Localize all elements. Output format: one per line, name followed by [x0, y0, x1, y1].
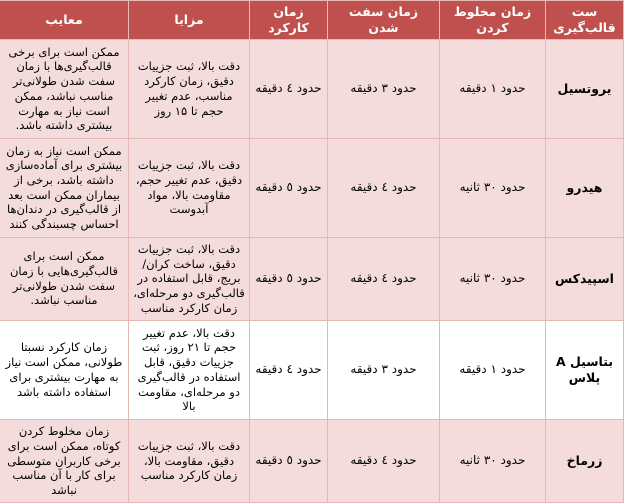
table-row	[0, 419, 624, 502]
cell-mixing-time: حدود ۳۰ ثانیه	[440, 138, 546, 237]
column-header-set-name: ست قالب‌گیری	[546, 1, 624, 40]
cell-mixing-time: حدود ۱ دقیقه	[440, 320, 546, 419]
table-row	[0, 40, 624, 139]
cell-working-time: حدود ٥ دقیقه	[250, 419, 328, 502]
cell-set-name: زرماخ	[546, 419, 624, 502]
table-row	[0, 237, 624, 320]
cell-set-name: اسپیدکس	[546, 237, 624, 320]
header-row	[0, 1, 624, 40]
cell-working-time: حدود ٤ دقیقه	[250, 40, 328, 139]
table-header	[0, 1, 624, 40]
table-row	[0, 138, 624, 237]
column-header-mixing-time: زمان مخلوط کردن	[440, 1, 546, 40]
cell-disadvantages: ممکن است نیاز به زمان بیشتری برای آماده‌سازی داشته باشد، برخی از بیماران ممکن است بعد از قالب‌گیری در دندان‌ها احساس چسبندگی کنند	[0, 138, 129, 237]
cell-setting-time: حدود ٤ دقیقه	[328, 138, 440, 237]
cell-mixing-time: حدود ۱ دقیقه	[440, 40, 546, 139]
column-header-disadvantages: معایب	[0, 1, 129, 40]
cell-disadvantages: ممکن است برای قالب‌گیری‌هایی با زمان سفت شدن طولانی‌تر مناسب نباشد.	[0, 237, 129, 320]
cell-working-time: حدود ٤ دقیقه	[250, 320, 328, 419]
cell-working-time: حدود ٥ دقیقه	[250, 237, 328, 320]
cell-set-name: هیدرو	[546, 138, 624, 237]
table-row	[0, 320, 624, 419]
cell-disadvantages: زمان کارکرد نسبتا طولانی، ممکن است نیاز به مهارت بیشتری برای استفاده داشته باشد	[0, 320, 129, 419]
cell-disadvantages: ممکن است برای برخی قالب‌گیری‌ها با زمان سفت شدن طولانی‌تر مناسب نباشد، ممکن است نیاز به مهارت بیشتری داشته باشد.	[0, 40, 129, 139]
cell-advantages: دقت بالا، عدم تغییر حجم تا ۲۱ روز، ثبت جزییات دقیق، قابل استفاده در قالب‌گیری دو مرحله‌ای، مقاومت بالا	[129, 320, 250, 419]
cell-setting-time: حدود ٤ دقیقه	[328, 419, 440, 502]
cell-mixing-time: حدود ۳۰ ثانیه	[440, 419, 546, 502]
cell-mixing-time: حدود ۳۰ ثانیه	[440, 237, 546, 320]
cell-advantages: دقت بالا، ثبت جزییات دقیق، زمان کارکرد مناسب، عدم تغییر حجم تا ۱۵ روز	[129, 40, 250, 139]
cell-set-name: یروتسیل	[546, 40, 624, 139]
cell-disadvantages: زمان مخلوط کردن کوتاه، ممکن است برای برخی کاربران متوسطی برای کار با آن مناسب نباشد	[0, 419, 129, 502]
table-body	[0, 40, 624, 503]
column-header-working-time: زمان کارکرد	[250, 1, 328, 40]
column-header-advantages: مزایا	[129, 1, 250, 40]
cell-working-time: حدود ٥ دقیقه	[250, 138, 328, 237]
cell-set-name: بتاسیل A پلاس	[546, 320, 624, 419]
cell-advantages: دقت بالا، ثبت جزییات دقیق، ساخت کران/بریج، قابل استفاده در قالب‌گیری دو مرحله‌ای، زمان کارکرد مناسب	[129, 237, 250, 320]
cell-setting-time: حدود ۳ دقیقه	[328, 320, 440, 419]
column-header-setting-time: زمان سفت شدن	[328, 1, 440, 40]
cell-setting-time: حدود ٤ دقیقه	[328, 237, 440, 320]
cell-advantages: دقت بالا، ثبت جزییات دقیق، مقاومت بالا، زمان کارکرد مناسب	[129, 419, 250, 502]
cell-advantages: دقت بالا، ثبت جزییات دقیق، عدم تغییر حجم، مقاومت بالا، مواد آبدوست	[129, 138, 250, 237]
cell-setting-time: حدود ۳ دقیقه	[328, 40, 440, 139]
